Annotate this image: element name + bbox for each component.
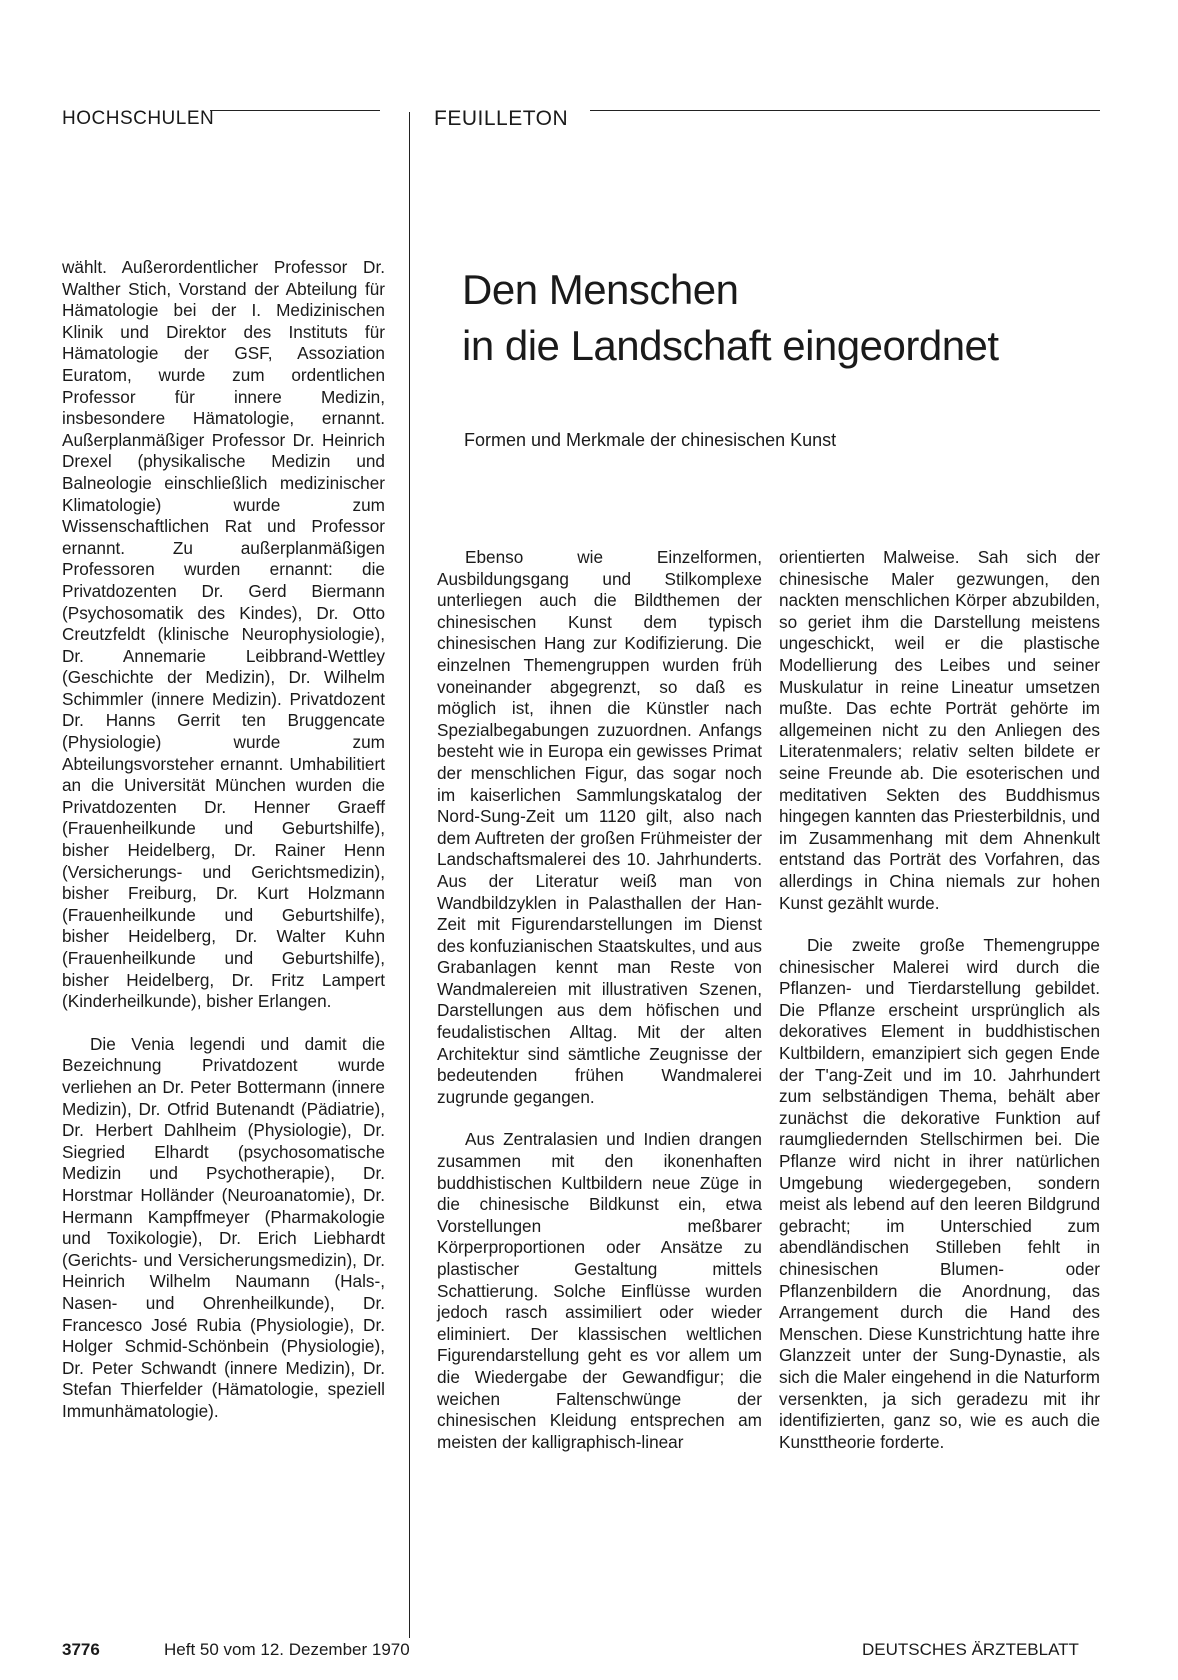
hochschulen-paragraph-1: wählt. Außerordentlicher Professor Dr. Walther Stich, Vorstand der Abteilung für Hämatologie bei der I. Medizinischen Klinik und Direktor des Instituts für Hämatologie der GSF, Assoziation Euratom, wurde zum ordentlichen Professor für innere Medizin, insbesondere Hämatologie, ernannt. Außerplanmäßiger Professor Dr. Heinrich Drexel (physikalische Medizin und Balneologie einschließlich medizinischer Klimatologie) wurde zum Wissenschaftlichen Rat und Professor ernannt. Zu außerplanmäßigen Professoren wurden ernannt: die Privatdozenten Dr. Gerd Biermann (Psychosomatik des Kindes), Dr. Otto Creutzfeldt (klinische Neurophysiologie), Dr. Annemarie Leibbrand-Wettley (Geschichte der Medizin), Dr. Wilhelm Schimmler (innere Medizin). Privatdozent Dr. Hanns Gerrit ten Bruggencate (Physiologie) wurde zum Abteilungsvorsteher ernannt. Umhabilitiert an die Universität München wurden die Privatdozenten Dr. Henner Graeff (Frauenheilkunde und Geburtshilfe), bisher Heidelberg, Dr. Rainer Henn (Versicherungs- und Gerichtsmedizin), bisher Freiburg, Dr. Kurt Holzmann (Frauenheilkunde und Geburtshilfe), bisher Heidelberg, Dr. Walter Kuhn (Frauenheilkunde und Geburtshilfe), bisher Heidelberg, Dr. Fritz Lampert (Kinderheilkunde), bisher Erlangen. [62,257,385,1012]
hochschulen-paragraph-2: Die Venia legendi und damit die Bezeichnung Privatdozent wurde verliehen an Dr. Peter Bottermann (innere Medizin), Dr. Otfrid Butenandt (Pädiatrie), Dr. Herbert Dahlheim (Physiologie), Dr. Siegried Elhardt (psychosomatische Medizin und Psychotherapie), Dr. Horstmar Holländer (Neuroanatomie), Dr. Hermann Kampffmeyer (Pharmakologie und Toxikologie), Dr. Erich Liebhardt (Gerichts- und Versicherungsmedizin), Dr. Heinrich Wilhelm Naumann (Hals-, Nasen- und Ohrenheilkunde), Dr. Francesco José Rubia (Physiologie), Dr. Holger Schmid-Schönbein (Physiologie), Dr. Peter Schwandt (innere Medizin), Dr. Stefan Thierfelder (Hämatologie, speziell Immunhämatologie). [62,1033,385,1421]
article-paragraph-2: Aus Zentralasien und Indien drangen zusammen mit den ikonenhaften buddhistischen Kultbildern neue Züge in die chinesische Bildkunst ein, etwa Vorstellungen meßbarer Körperproportionen oder Ansätze zu plastischer Gestaltung mittels Schattierung. Solche Einflüsse wurden jedoch rasch assimiliert oder wieder eliminiert. Der klassischen weltlichen Figurendarstellung geht es vor allem um die Wiedergabe der Gewandfigur; die weichen Faltenschwünge der chinesischen Kleidung entsprechen am meisten der kalligraphisch-linear [437,1129,762,1452]
header-rule-left [210,110,380,111]
article-column-1 [437,547,762,1453]
article-subtitle: Formen und Merkmale der chinesischen Kunst [464,430,837,450]
article-title [462,262,999,374]
article-paragraph-1: Ebenso wie Einzelformen, Ausbildungsgang und Stilkomplexe unterliegen auch die Bildthemen der chinesischen Kunst dem typisch chinesischen Hang zur Kodifizierung. Die einzelnen Themengruppen wurden früh voneinander abgegrenzt, so daß es möglich ist, ihnen die Künstler nach Spezialbegabungen zuzuordnen. Anfangs besteht wie in Europa ein gewisses Primat der menschlichen Figur, das sogar noch im kaiserlichen Sammlungskatalog der Nord-Sung-Zeit um 1120 gilt, also nach dem Auftreten der großen Frühmeister der Landschaftsmalerei des 10. Jahrhunderts. Aus der Literatur weiß man von Wandbildzyklen in Palasthallen der Han-Zeit mit Figurendarstellungen im Dienst des konfuzianischen Staatskultes, und aus Grabanlagen kennt man Reste von Wandmalereien mit illustrativen Szenen, Darstellungen aus dem höfischen und feudalistischen Alltag. Mit der alten Architektur sind sämtliche Zeugnisse der bedeutenden frühen Wandmalerei zugrunde gegangen. [437,547,762,1107]
article-paragraph-4: Die zweite große Themengruppe chinesischer Malerei wird durch die Pflanzen- und Tierdarstellung gebildet. Die Pflanze erscheint ursprünglich als dekoratives Element in buddhistischen Kultbildern, emanzipiert sich gegen Ende der T'ang-Zeit und im 10. Jahrhundert zum selbständigen Thema, behält aber zunächst die dekorative Funktion auf raumgliedernden Stellschirmen bei. Die Pflanze wird nicht in ihrer natürlichen Umgebung wiedergegeben, sondern meist als lebend auf den leeren Bildgrund gebracht; im Unterschied zum abendländischen Stilleben fehlt in chinesischen Blumen- oder Pflanzenbildern die Anordnung, das Arrangement durch die Hand des Menschen. Diese Kunstrichtung hatte ihre Glanzzeit unter der Sung-Dynastie, als sich die Maler eingehend in die Naturform versenkten, ja sich geradezu mit ihr identifizierten, ganz so, wie es auch die Kunsttheorie forderte. [779,935,1100,1452]
article-title-line-1: Den Menschen [462,266,739,313]
header-rule-right [590,110,1100,111]
section-label-feuilleton: FEUILLETON [434,107,569,130]
column-divider [409,112,410,1638]
journal-name: DEUTSCHES ÄRZTEBLATT [862,1640,1079,1659]
hochschulen-column [62,257,385,1422]
issue-info: Heft 50 vom 12. Dezember 1970 [164,1640,410,1659]
article-title-line-2: in die Landschaft eingeordnet [462,322,999,369]
page-number [62,1640,100,1660]
page-number-value: 3776 [62,1640,100,1659]
article-paragraph-3: orientierten Malweise. Sah sich der chinesische Maler gezwungen, den nackten menschlichen Körper abzubilden, so geriet ihm die Darstellung meistens ungeschickt, weil er die plastische Modellierung des Leibes und seiner Muskulatur in reine Lineatur umsetzen mußte. Das echte Porträt gehörte im allgemeinen nicht zu den Anliegen des Literatenmalers; relativ selten bildete er seine Freunde ab. Die esoterischen und meditativen Sekten des Buddhismus hingegen kannten das Priesterbildnis, und im Zusammenhang mit dem Ahnenkult entstand das Porträt des Vorfahren, das allerdings in China niemals zur hohen Kunst gezählt wurde. [779,547,1100,913]
article-column-2 [779,547,1100,1453]
section-label-hochschulen: HOCHSCHULEN [62,108,215,129]
